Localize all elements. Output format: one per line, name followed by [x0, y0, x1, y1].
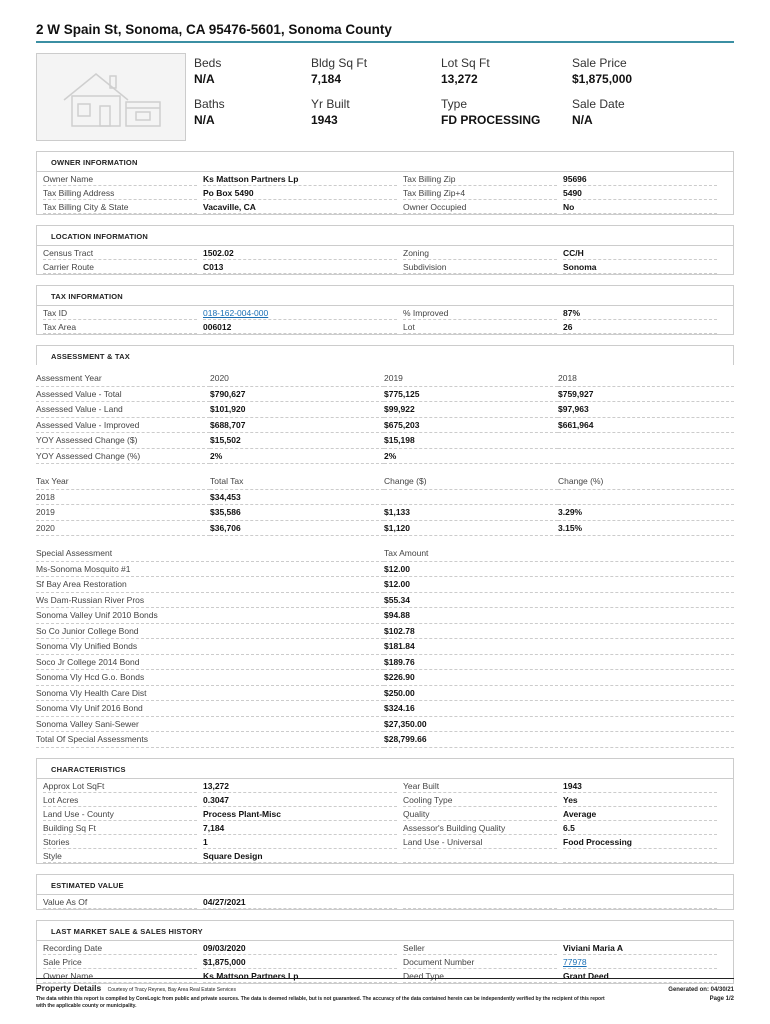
field-value: 7,184 — [203, 821, 397, 835]
location-body — [36, 245, 734, 275]
field-label: Land Use - County — [43, 807, 197, 821]
property-report — [36, 22, 734, 984]
field-label: Deed Type — [403, 969, 557, 983]
field-label: Land Use - Universal — [403, 835, 557, 849]
summary-item — [572, 97, 682, 138]
cell-value: $28,799.66 — [384, 732, 734, 748]
field-value: Average — [563, 807, 717, 821]
row-label: Sonoma Vly Health Care Dist — [36, 686, 384, 702]
field-value: Ks Mattson Partners Lp — [203, 172, 397, 186]
summary-label: Sale Price — [572, 56, 627, 70]
field-label: Style — [43, 849, 197, 863]
summary-label: Sale Date — [572, 97, 625, 111]
report-footer — [36, 978, 734, 1010]
field-link[interactable]: 018-162-004-000 — [203, 308, 269, 318]
summary-item — [572, 56, 682, 97]
column-header: Special Assessment — [36, 546, 384, 562]
field-value: 1943 — [563, 779, 717, 793]
row-label: YOY Assessed Change (%) — [36, 449, 210, 465]
row-label: Soco Jr College 2014 Bond — [36, 655, 384, 671]
estimated-section — [36, 874, 734, 910]
field-value: Ks Mattson Partners Lp — [203, 969, 397, 983]
generated-date: Generated on: 04/30/21 — [668, 987, 734, 993]
field-value: Food Processing — [563, 835, 717, 849]
row-label: Ms-Sonoma Mosquito #1 — [36, 562, 384, 578]
page-number: Page 1/2 — [709, 996, 734, 1002]
summary-item — [441, 97, 572, 138]
tax-section — [36, 285, 734, 335]
cell-value: $36,706 — [210, 521, 384, 537]
field-label: Lot Acres — [43, 793, 197, 807]
field-value — [563, 895, 717, 909]
field-value: 1 — [203, 835, 397, 849]
field-label: Approx Lot SqFt — [43, 779, 197, 793]
owner-table — [43, 172, 727, 214]
section-title: ESTIMATED VALUE — [36, 874, 734, 894]
sale-table — [43, 941, 727, 983]
field-value: 04/27/2021 — [203, 895, 397, 909]
house-placeholder-icon — [36, 53, 186, 141]
field-label: Quality — [403, 807, 557, 821]
field-label: Owner Name — [43, 172, 197, 186]
section-title: TAX INFORMATION — [36, 285, 734, 305]
field-value: Vacaville, CA — [203, 200, 397, 214]
row-label: Sonoma Valley Sani-Sewer — [36, 717, 384, 733]
summary-value: N/A — [194, 72, 215, 86]
cell-value: $15,198 — [384, 433, 558, 449]
field-label — [403, 849, 557, 863]
cell-value — [558, 449, 734, 465]
field-value: 0.3047 — [203, 793, 397, 807]
special-assessment-table — [36, 546, 734, 748]
summary-value: 1943 — [311, 113, 338, 127]
field-label: Tax ID — [43, 306, 197, 320]
field-value: Po Box 5490 — [203, 186, 397, 200]
cell-value: $790,627 — [210, 387, 384, 403]
section-title: OWNER INFORMATION — [36, 151, 734, 171]
assessment-years-table — [36, 371, 734, 464]
summary-value: N/A — [194, 113, 215, 127]
field-label: Subdivision — [403, 260, 557, 274]
footer-title-text: Property Details — [36, 983, 102, 993]
cell-value: $661,964 — [558, 418, 734, 434]
footer-courtesy: Courtesy of Tracy Reynes, Bay Area Real Estate Services — [107, 987, 236, 993]
cell-value: $688,707 — [210, 418, 384, 434]
column-header: Total Tax — [210, 474, 384, 490]
section-title: CHARACTERISTICS — [36, 758, 734, 778]
field-label: Carrier Route — [43, 260, 197, 274]
field-value: Sonoma — [563, 260, 717, 274]
summary-value: N/A — [572, 113, 593, 127]
field-label: Census Tract — [43, 246, 197, 260]
field-label: Stories — [43, 835, 197, 849]
assessment-section — [36, 345, 734, 748]
field-label: Tax Billing Zip — [403, 172, 557, 186]
field-value: C013 — [203, 260, 397, 274]
cell-value: $102.78 — [384, 624, 734, 640]
row-label: Sonoma Vly Hcd G.o. Bonds — [36, 670, 384, 686]
field-value: 87% — [563, 306, 717, 320]
cell-value: 2% — [384, 449, 558, 465]
row-label: Assessed Value - Land — [36, 402, 210, 418]
cell-value: $1,120 — [384, 521, 558, 537]
row-label: 2020 — [36, 521, 210, 537]
column-header: 2020 — [210, 371, 384, 387]
characteristics-table — [43, 779, 727, 863]
cell-value: $27,350.00 — [384, 717, 734, 733]
summary-label: Yr Built — [311, 97, 350, 111]
field-link[interactable]: 77978 — [563, 956, 587, 967]
field-label: Building Sq Ft — [43, 821, 197, 835]
cell-value: $675,203 — [384, 418, 558, 434]
row-label: Assessed Value - Total — [36, 387, 210, 403]
estimated-table — [43, 895, 727, 909]
cell-value — [384, 490, 558, 506]
section-title: LAST MARKET SALE & SALES HISTORY — [36, 920, 734, 940]
field-label: Document Number — [403, 955, 557, 969]
footer-title — [36, 983, 236, 993]
row-label: Total Of Special Assessments — [36, 732, 384, 748]
owner-body — [36, 171, 734, 215]
field-label: Recording Date — [43, 941, 197, 955]
summary-item — [194, 97, 311, 138]
summary-label: Type — [441, 97, 468, 111]
field-label: Tax Area — [43, 320, 197, 334]
property-summary — [36, 53, 734, 141]
field-value: Viviani Maria A — [563, 941, 717, 955]
cell-value: $55.34 — [384, 593, 734, 609]
estimated-body — [36, 894, 734, 910]
location-table — [43, 246, 727, 274]
field-value[interactable] — [563, 955, 717, 969]
field-label: Year Built — [403, 779, 557, 793]
field-label: Owner Name — [43, 969, 197, 983]
field-value: 5490 — [563, 186, 717, 200]
cell-value: $1,133 — [384, 505, 558, 521]
cell-value: $759,927 — [558, 387, 734, 403]
cell-value: $12.00 — [384, 562, 734, 578]
summary-value: $1,875,000 — [572, 72, 633, 86]
section-title: ASSESSMENT & TAX — [36, 345, 734, 365]
field-value: 95696 — [563, 172, 717, 186]
field-value: Square Design — [203, 849, 397, 863]
row-label: Sonoma Valley Unif 2010 Bonds — [36, 608, 384, 624]
summary-value: 13,272 — [441, 72, 478, 86]
field-value: 006012 — [203, 320, 397, 334]
row-label: YOY Assessed Change ($) — [36, 433, 210, 449]
cell-value: $94.88 — [384, 608, 734, 624]
cell-value: $775,125 — [384, 387, 558, 403]
summary-value: 7,184 — [311, 72, 342, 86]
cell-value: $101,920 — [210, 402, 384, 418]
row-label: Sonoma Vly Unified Bonds — [36, 639, 384, 655]
row-label: Ws Dam-Russian River Pros — [36, 593, 384, 609]
field-value: $1,875,000 — [203, 955, 397, 969]
row-label: 2018 — [36, 490, 210, 506]
tax-year-table — [36, 474, 734, 536]
field-label: Zoning — [403, 246, 557, 260]
row-label: Sf Bay Area Restoration — [36, 577, 384, 593]
summary-kpis — [194, 53, 682, 141]
field-label: Owner Occupied — [403, 200, 557, 214]
field-label: Sale Price — [43, 955, 197, 969]
summary-item — [311, 97, 441, 138]
cell-value: 3.29% — [558, 505, 734, 521]
field-label: Value As Of — [43, 895, 197, 909]
field-label: % Improved — [403, 306, 557, 320]
field-value: No — [563, 200, 717, 214]
cell-value: $12.00 — [384, 577, 734, 593]
field-label: Lot — [403, 320, 557, 334]
field-value: 13,272 — [203, 779, 397, 793]
column-header: Change (%) — [558, 474, 734, 490]
row-label: Assessed Value - Improved — [36, 418, 210, 434]
field-value: Process Plant-Misc — [203, 807, 397, 821]
summary-label: Lot Sq Ft — [441, 56, 490, 70]
field-label: Tax Billing City & State — [43, 200, 197, 214]
field-value: 6.5 — [563, 821, 717, 835]
summary-value: FD PROCESSING — [441, 113, 541, 127]
field-label: Tax Billing Address — [43, 186, 197, 200]
cell-value: $189.76 — [384, 655, 734, 671]
characteristics-section — [36, 758, 734, 864]
field-value: 09/03/2020 — [203, 941, 397, 955]
field-value: CC/H — [563, 246, 717, 260]
column-header: Assessment Year — [36, 371, 210, 387]
cell-value: $35,586 — [210, 505, 384, 521]
cell-value: $250.00 — [384, 686, 734, 702]
field-label: Seller — [403, 941, 557, 955]
field-label: Cooling Type — [403, 793, 557, 807]
column-header: Tax Amount — [384, 546, 734, 562]
field-value: 1502.02 — [203, 246, 397, 260]
characteristics-body — [36, 778, 734, 864]
location-section — [36, 225, 734, 275]
cell-value: $324.16 — [384, 701, 734, 717]
sale-section — [36, 920, 734, 984]
cell-value: $226.90 — [384, 670, 734, 686]
summary-label: Baths — [194, 97, 225, 111]
owner-section — [36, 151, 734, 215]
column-header: Tax Year — [36, 474, 210, 490]
footer-disclaimer: The data within this report is compiled by CoreLogic from public and private sources. The data is deemed reliable, but is not guaranteed. The accuracy of the data contained herein can be independently verified by the recipient of this report with the applicable county or municipality. — [36, 996, 605, 1009]
field-value: Grant Deed — [563, 969, 717, 983]
field-label: Tax Billing Zip+4 — [403, 186, 557, 200]
field-value: 26 — [563, 320, 717, 334]
cell-value: $97,963 — [558, 402, 734, 418]
field-value: Yes — [563, 793, 717, 807]
row-label: So Co Junior College Bond — [36, 624, 384, 640]
assessment-body — [36, 371, 734, 748]
field-label — [403, 895, 557, 909]
cell-value — [558, 433, 734, 449]
property-address: 2 W Spain St, Sonoma, CA 95476-5601, Sonoma County — [36, 22, 734, 43]
summary-item — [194, 56, 311, 97]
cell-value: $181.84 — [384, 639, 734, 655]
cell-value — [558, 490, 734, 506]
row-label: 2019 — [36, 505, 210, 521]
tax-body — [36, 305, 734, 335]
cell-value: $99,922 — [384, 402, 558, 418]
cell-value: 3.15% — [558, 521, 734, 537]
column-header: 2018 — [558, 371, 734, 387]
field-value — [563, 849, 717, 863]
sale-body — [36, 940, 734, 984]
row-label: Sonoma Vly Unif 2016 Bond — [36, 701, 384, 717]
summary-label: Bldg Sq Ft — [311, 56, 368, 70]
summary-label: Beds — [194, 56, 222, 70]
column-header: Change ($) — [384, 474, 558, 490]
cell-value: $34,453 — [210, 490, 384, 506]
summary-item — [441, 56, 572, 97]
cell-value: 2% — [210, 449, 384, 465]
cell-value: $15,502 — [210, 433, 384, 449]
section-title: LOCATION INFORMATION — [36, 225, 734, 245]
field-label: Assessor's Building Quality — [403, 821, 557, 835]
field-value[interactable] — [203, 306, 397, 320]
column-header: 2019 — [384, 371, 558, 387]
tax-table — [43, 306, 727, 334]
summary-item — [311, 56, 441, 97]
